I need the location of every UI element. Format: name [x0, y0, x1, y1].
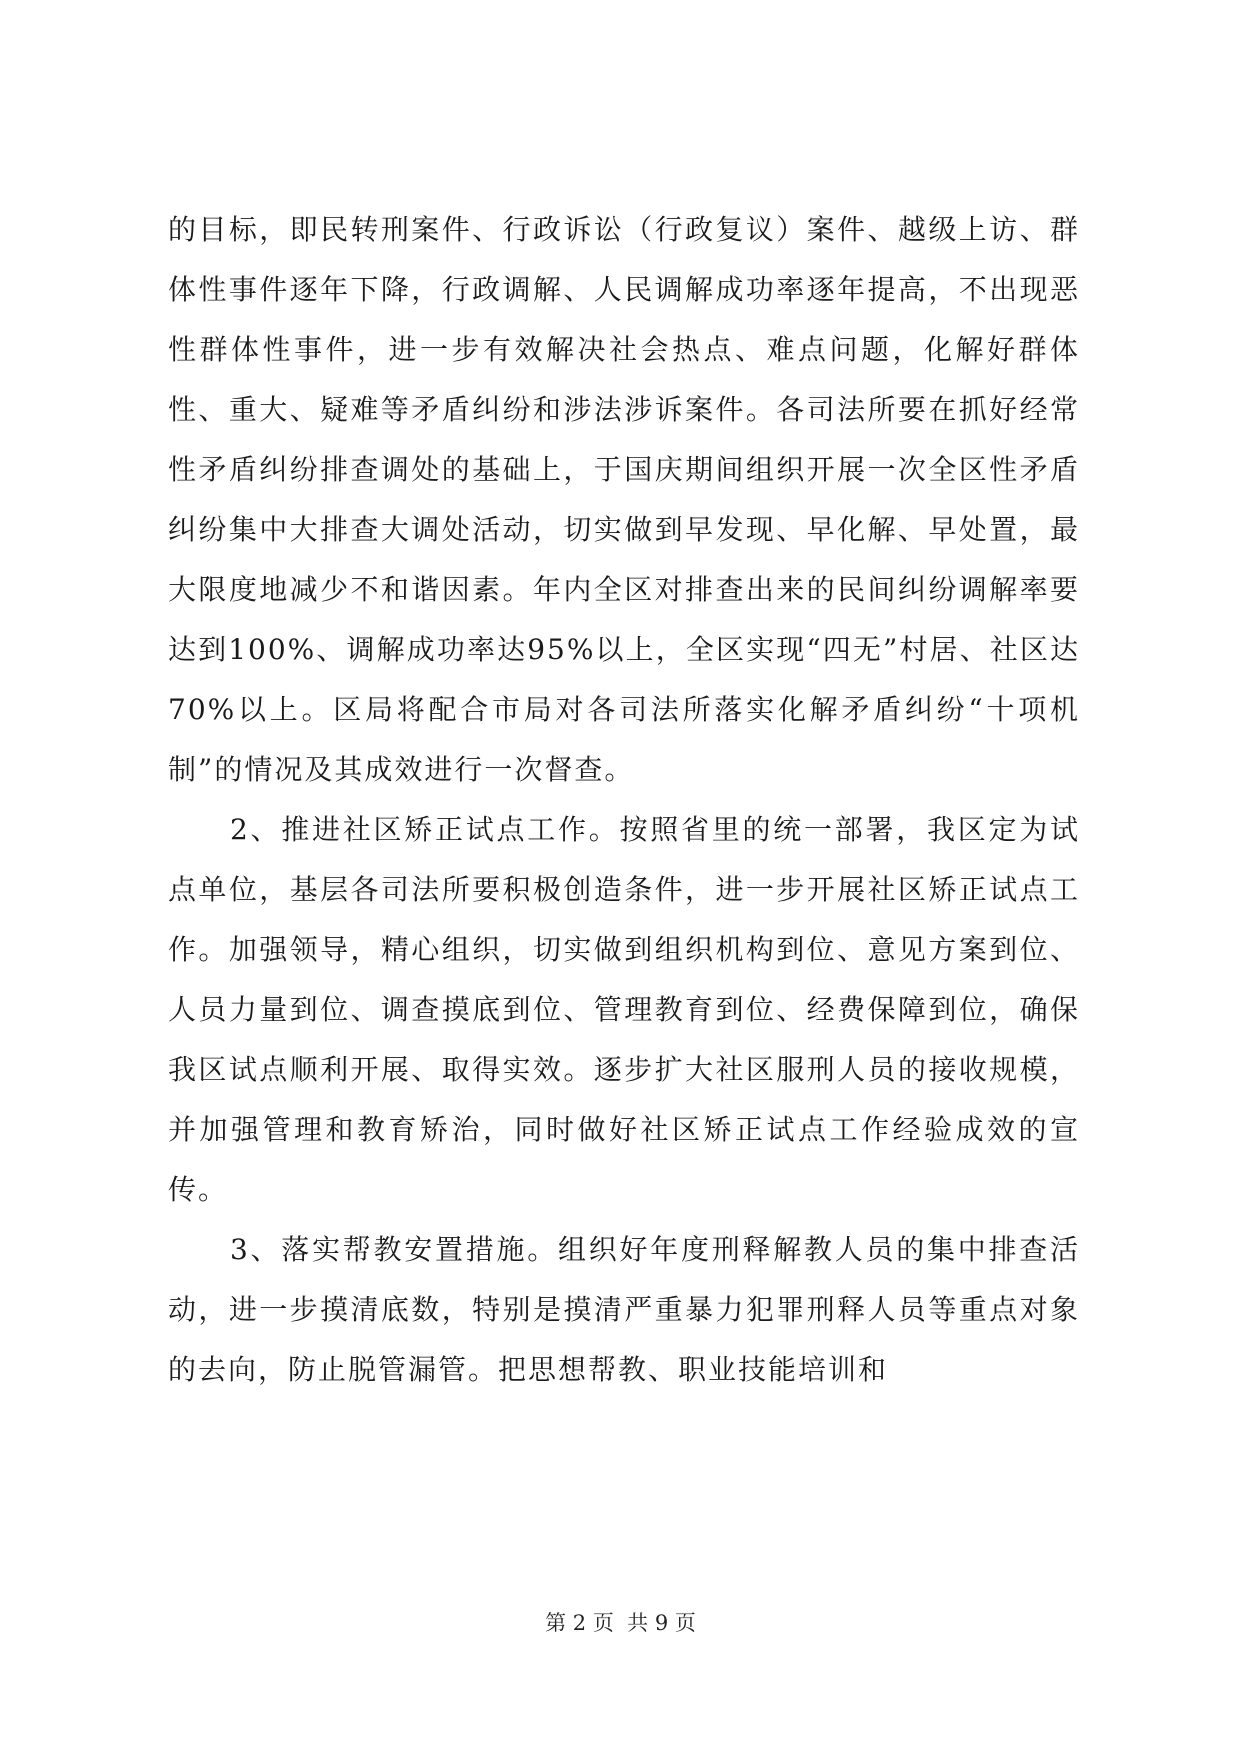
- document-body: [168, 200, 1080, 1400]
- paragraph-item-3: 3、落实帮教安置措施。组织好年度刑释解教人员的集中排查活动，进一步摸清底数，特别是摸清严重暴力犯罪刑释人员等重点对象的去向，防止脱管漏管。把思想帮教、职业技能培训和: [168, 1233, 1080, 1386]
- paragraph-item-2: 2、推进社区矫正试点工作。按照省里的统一部署，我区定为试点单位，基层各司法所要积极创造条件，进一步开展社区矫正试点工作。加强领导，精心组织，切实做到组织机构到位、意见方案到位、人员力量到位、调查摸底到位、管理教育到位、经费保障到位，确保我区试点顺利开展、取得实效。逐步扩大社区服刑人员的接收规模，并加强管理和教育矫治，同时做好社区矫正试点工作经验成效的宣传。: [168, 813, 1080, 1206]
- page-footer: [0, 1608, 1241, 1638]
- page-number-label: 第 2 页 共 9 页: [545, 1611, 696, 1635]
- paragraph-continued: 的目标，即民转刑案件、行政诉讼（行政复议）案件、越级上访、群体性事件逐年下降，行政调解、人民调解成功率逐年提高，不出现恶性群体性事件，进一步有效解决社会热点、难点问题，化解好群体性、重大、疑难等矛盾纠纷和涉法涉诉案件。各司法所要在抓好经常性矛盾纠纷排查调处的基础上，于国庆期间组织开展一次全区性矛盾纠纷集中大排查大调处活动，切实做到早发现、早化解、早处置，最大限度地减少不和谐因素。年内全区对排查出来的民间纠纷调解率要达到100%、调解成功率达95%以上，全区实现“四无”村居、社区达70%以上。区局将配合市局对各司法所落实化解矛盾纠纷“十项机制”的情况及其成效进行一次督查。: [168, 213, 1080, 786]
